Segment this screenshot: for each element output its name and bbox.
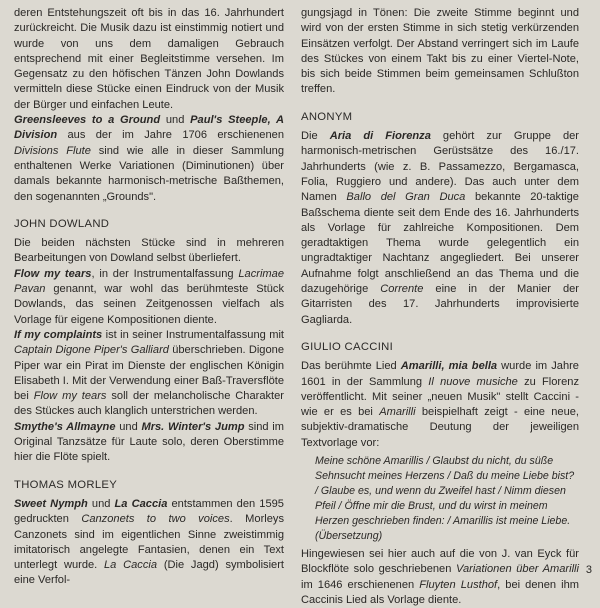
lyrics-translation-quote: Meine schöne Amarillis / Glaubst du nicht, du süße Sehnsucht meines Herzens / Daß du meine Liebe bist? / Glaube es, und wenn du Zweifel hast / Nimm diesen Pfeil / Öffne mir die Brust, und du wirst in meinem Herzen geschrieben finden: / Amarillis ist meine Liebe. (Übersetzung) xyxy=(315,455,575,543)
text: genannt, war wohl das berühmteste Stück Dowlands, das seinen Zeitgenossen vielfach als Vorlage für eigene Kompositionen diente. xyxy=(14,283,284,326)
paragraph-van-eyck xyxy=(301,547,579,608)
title-amarilli-mia-bella: Amarilli, mia bella xyxy=(400,360,498,373)
title-mrs-winters-jump: Mrs. Winter's Jump xyxy=(141,420,245,433)
text: sind im Original Tanzsätze für Laute solo, deren Oberstimme hier die Flöte spielt. xyxy=(14,420,284,464)
paragraph-aria-di-fiorenza xyxy=(301,129,579,328)
text: . Morleys Canzonets sind im eigentlichen Sinne zweistimmig imitatorisch angelegte Fantasien, denen ein Text unterlegt wurde. xyxy=(14,513,284,572)
title-if-my-complaints: If my complaints xyxy=(14,328,103,341)
text: und xyxy=(87,497,115,510)
right-column xyxy=(301,6,579,608)
text: Die xyxy=(301,130,330,143)
heading-anonym: ANONYM xyxy=(301,110,353,123)
page-number: 3 xyxy=(585,564,592,576)
text: überschrieben. Digone Piper war ein Pirat im Dienste der englischen Königin Elisabeth I. Mit der Verwendung einer Baß-Traversflöte bei xyxy=(14,344,284,403)
text: , in der Instrumentalfassung xyxy=(91,267,239,280)
title-flow-my-tears: Flow my tears xyxy=(14,267,92,280)
title-pauls-steeple: Paul's Steeple, A Division xyxy=(14,114,284,142)
title-ballo-del-gran-duca: Ballo del Gran Duca xyxy=(346,191,466,204)
text: (Die Jagd) symbolisiert eine Verfol- xyxy=(14,559,285,587)
title-smythes-allmayne: Smythe's Allmayne xyxy=(14,420,116,433)
heading-john-dowland: JOHN DOWLAND xyxy=(14,217,110,230)
text: im 1646 erschienenen xyxy=(301,578,420,591)
left-column xyxy=(14,6,284,589)
paragraph-if-my-complaints xyxy=(14,328,284,420)
title-flow-my-tears-ref: Flow my tears xyxy=(33,390,107,403)
heading-thomas-morley: THOMAS MORLEY xyxy=(14,478,118,491)
paragraph-flow-my-tears xyxy=(14,267,284,328)
paragraph-smythes-allmayne xyxy=(14,420,284,466)
text: beispielhaft zeigt - eine neue, subjektiv-dramatische Deutung der jeweiligen Textvorlage vor: xyxy=(301,406,579,449)
text: sind wie alle in dieser Sammlung enthaltenen Werke Variationen (Diminutionen) über damals bekannte harmonisch-metrische Baßthemen, den sogenannten „Grounds". xyxy=(14,144,284,203)
text: ist in seiner Instrumentalfassung mit xyxy=(102,328,284,341)
title-fluyten-lusthof: Fluyten Lusthof xyxy=(419,578,498,591)
paragraph-dowland-intro xyxy=(14,236,284,267)
text: und xyxy=(115,420,142,433)
paragraph-morley xyxy=(14,497,284,589)
title-aria-di-fiorenza: Aria di Fiorenza xyxy=(329,130,431,143)
text: Das berühmte Lied xyxy=(301,360,401,373)
text: Die beiden nächsten Stücke sind in mehreren Bearbeitungen von Dowland selbst überliefert. xyxy=(14,237,284,265)
title-amarilli: Amarilli xyxy=(379,406,416,419)
title-canzonets: Canzonets to two voices xyxy=(81,513,230,526)
title-greensleeves: Greensleeves to a Ground xyxy=(14,114,161,127)
text: soll der melancholische Charakter des Stückes auch klanglich unterstrichen werden. xyxy=(14,390,284,418)
text: zu Florenz veröffentlicht. Mit seiner „neuen Musik" stellt Caccini - wie er es bei xyxy=(301,375,580,419)
paragraph-amarilli xyxy=(301,359,579,451)
text: Hingewiesen sei hier auch auf die von J. van Eyck für Blockflöte solo geschriebenen xyxy=(301,548,579,576)
title-divisions-flute: Divisions Flute xyxy=(14,144,91,157)
paragraph-intro xyxy=(14,6,284,113)
title-il-nuove-musiche: Il nuove musiche xyxy=(428,375,518,388)
title-lacrimae-pavan: Lacrimae Pavan xyxy=(14,267,284,296)
title-corrente: Corrente xyxy=(380,283,424,296)
text: bekannte 20-taktige Baßschema diente seit dem Ende des 16. Jahrhunderts als Vorlage für zahlreiche Kompositionen. Dem geradtaktigen Thema wurde gelegentlich ein ungradtaktiger Nachtanz angegliedert. Bei unserer Aufnahme folgt anschließend an das Thema und die dazugehörige xyxy=(301,191,579,296)
text: deren Entstehungszeit oft bis in das 16. Jahrhundert zurückreicht. Die Musik dazu ist einstimmig notiert und wurde von uns dem damaligen Gebrauch entsprechend mit einer Begleitstimme versehen. Im Gegensatz zu den höfischen Tänzen John Dowlands vermitteln diese Stücke einen Eindruck von der Musik der Bürger und einfachen Leute. xyxy=(14,7,284,111)
text: , bei denen ihm Caccinis Lied als Vorlage diente. xyxy=(301,578,579,606)
heading-giulio-caccini: GIULIO CACCINI xyxy=(301,340,394,353)
title-sweet-nymph: Sweet Nymph xyxy=(14,497,88,510)
text: aus der im Jahre 1706 erschienenen xyxy=(57,129,284,142)
title-la-caccia-ref: La Caccia xyxy=(104,559,158,572)
text: gehört zur Gruppe der harmonisch-metrischen Gerüstsätze des 16./17. Jahrhunderts (wie z. B. Passamezzo, Bergamasca, Folia, Ruggiero und andere). Das auch unter dem Namen xyxy=(301,130,579,204)
text: eine in der Manier der Gitarristen des 17. Jahrhunderts improvisierte Gagliarda. xyxy=(301,283,579,326)
text: und xyxy=(160,114,191,127)
text: gungsjagd in Tönen: Die zweite Stimme beginnt und wird von der ersten Stimme in sich stetig verkürzenden Einsätzen verfolgt. Der Abstand verringert sich im Laufe des Stückes von einem Takt bis zu einer Viertel-Note, bis sich beide Stimmen beim gemeinsamen Schlußton treffen. xyxy=(301,7,579,96)
text: entstammen den 1595 gedruckten xyxy=(14,497,284,526)
title-variationen-ueber-amarilli: Variationen über Amarilli xyxy=(455,563,579,576)
text: wurde im Jahre 1601 in der Sammlung xyxy=(301,360,579,388)
paragraph-greensleeves xyxy=(14,113,284,205)
paragraph-caccia-cont xyxy=(301,6,579,98)
title-la-caccia: La Caccia xyxy=(114,497,168,510)
title-digone-piper: Captain Digone Piper's Galliard xyxy=(14,344,169,357)
